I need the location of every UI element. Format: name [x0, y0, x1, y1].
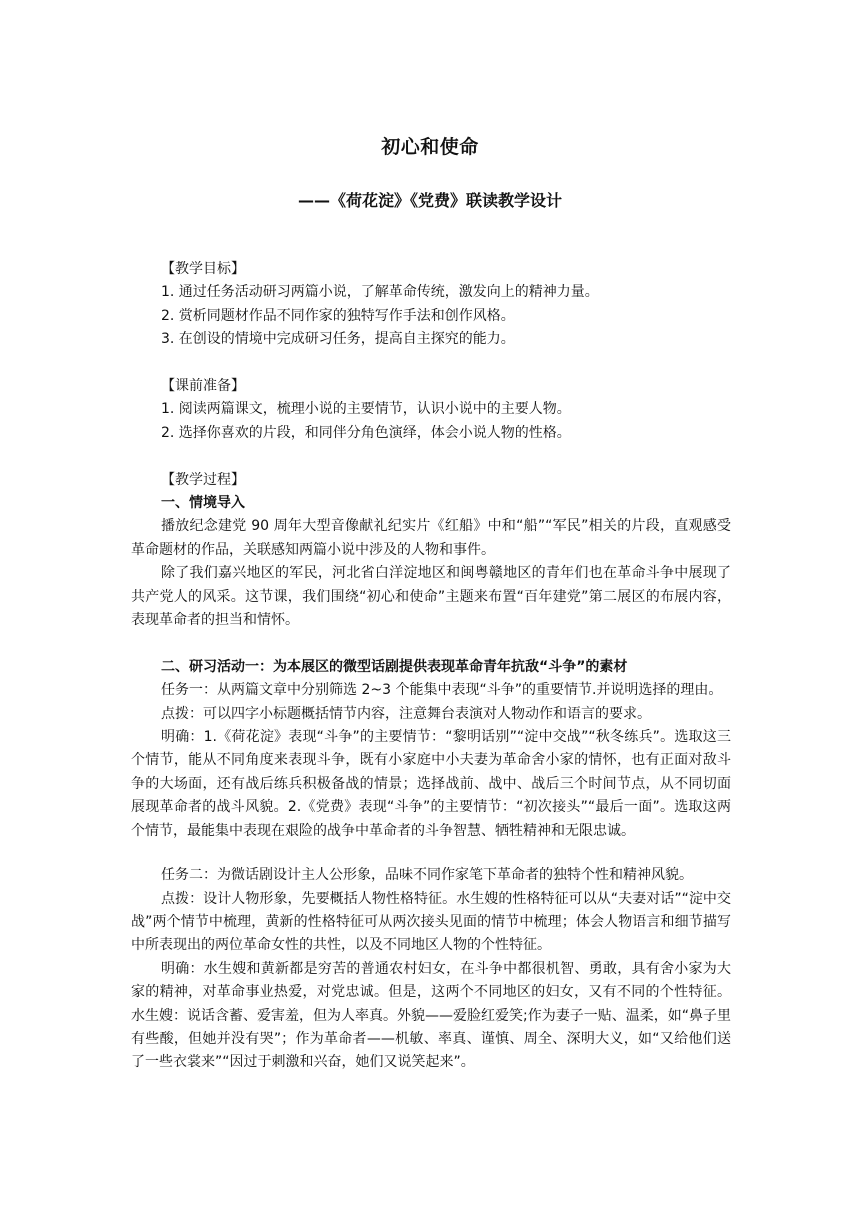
part1-paragraph: 播放纪念建党 90 周年大型音像献礼纪实片《红船》中和“船”“军民”相关的片段，直观感受革命题材的作品，关联感知两篇小说中涉及的人物和事件。 [131, 518, 731, 558]
goal-item: 3. 在创设的情境中完成研习任务，提高自主探究的能力。 [161, 331, 515, 348]
part2-heading: 二、研习活动一：为本展区的微型话剧提供表现革命青年抗敌“斗争”的素材 [161, 658, 628, 675]
part1-heading: 一、情境导入 [161, 495, 245, 512]
document-body [131, 258, 731, 1075]
process-heading: 【教学过程】 [161, 471, 245, 488]
task1-paragraph: 明确：1.《荷花淀》表现“斗争”的主要情节：“黎明话别”“淀中交战”“秋冬练兵”。选取这三个情节，能从不同角度来表现斗争，既有小家庭中小夫妻为革命舍小家的情怀，也有正面对敌斗争的大场面，还有战后练兵积极备战的情景；选择战前、战中、战后三个时间节点，从不同切面展现革命者的战斗风貌。2.《党费》表现“斗争”的主要情节：“初次接头”“最后一面”。选取这两个情节，最能集中表现在艰险的战争中革命者的斗争智慧、牺牲精神和无限忠诚。 [131, 729, 731, 839]
prep-heading: 【课前准备】 [161, 378, 245, 395]
task2-paragraph: 任务二：为微话剧设计主人公形象，品味不同作家笔下革命者的独特个性和精神风貌。 [161, 867, 693, 884]
task1-paragraph: 点拨：可以四字小标题概括情节内容，注意舞台表演对人物动作和语言的要求。 [161, 705, 651, 722]
prep-item: 1. 阅读两篇课文，梳理小说的主要情节，认识小说中的主要人物。 [161, 401, 571, 418]
part1-paragraph: 除了我们嘉兴地区的军民，河北省白洋淀地区和闽粤赣地区的青年们也在革命斗争中展现了共产党人的风采。这节课，我们围绕“初心和使命”主题来布置“百年建党”第二展区的布展内容，表现革命者的担当和情怀。 [131, 565, 731, 629]
task2-paragraph: 明确：水生嫂和黄新都是穷苦的普通农村妇女，在斗争中都很机智、勇敢，具有舍小家为大家的精神，对革命事业热爱，对党忠诚。但是，这两个不同地区的妇女，又有不同的个性特征。水生嫂：说话含蓄、爱害羞，但为人率真。外貌——爱脸红爱笑;作为妻子一贴、温柔，如“鼻子里有些酸，但她并没有哭”；作为革命者——机敏、率真、谨慎、周全、深明大义，如“又给他们送了一些衣裳来”“因过于刺激和兴奋，她们又说笑起来”。 [131, 960, 731, 1071]
goal-item: 1. 通过任务活动研习两篇小说，了解革命传统，激发向上的精神力量。 [161, 284, 599, 301]
task2-paragraph: 点拨：设计人物形象，先要概括人物性格特征。水生嫂的性格特征可以从“夫妻对话”“淀中交战”两个情节中梳理，黄新的性格特征可从两次接头见面的情节中梳理；体会人物语言和细节描写中所表现出的两位革命女性的共性，以及不同地区人物的个性特征。 [131, 890, 731, 954]
document-subtitle: ——《荷花淀》《党费》联读教学设计 [297, 191, 562, 210]
goals-heading: 【教学目标】 [161, 261, 245, 277]
prep-item: 2. 选择你喜欢的片段，和同伴分角色演绎，体会小说人物的性格。 [161, 424, 571, 441]
task1-paragraph: 任务一：从两篇文章中分别筛选 2~3 个能集中表现“斗争”的重要情节.并说明选择的理由。 [161, 682, 723, 699]
goal-item: 2. 赏析同题材作品不同作家的独特写作手法和创作风格。 [161, 307, 515, 324]
document-title: 初心和使命 [381, 136, 479, 158]
